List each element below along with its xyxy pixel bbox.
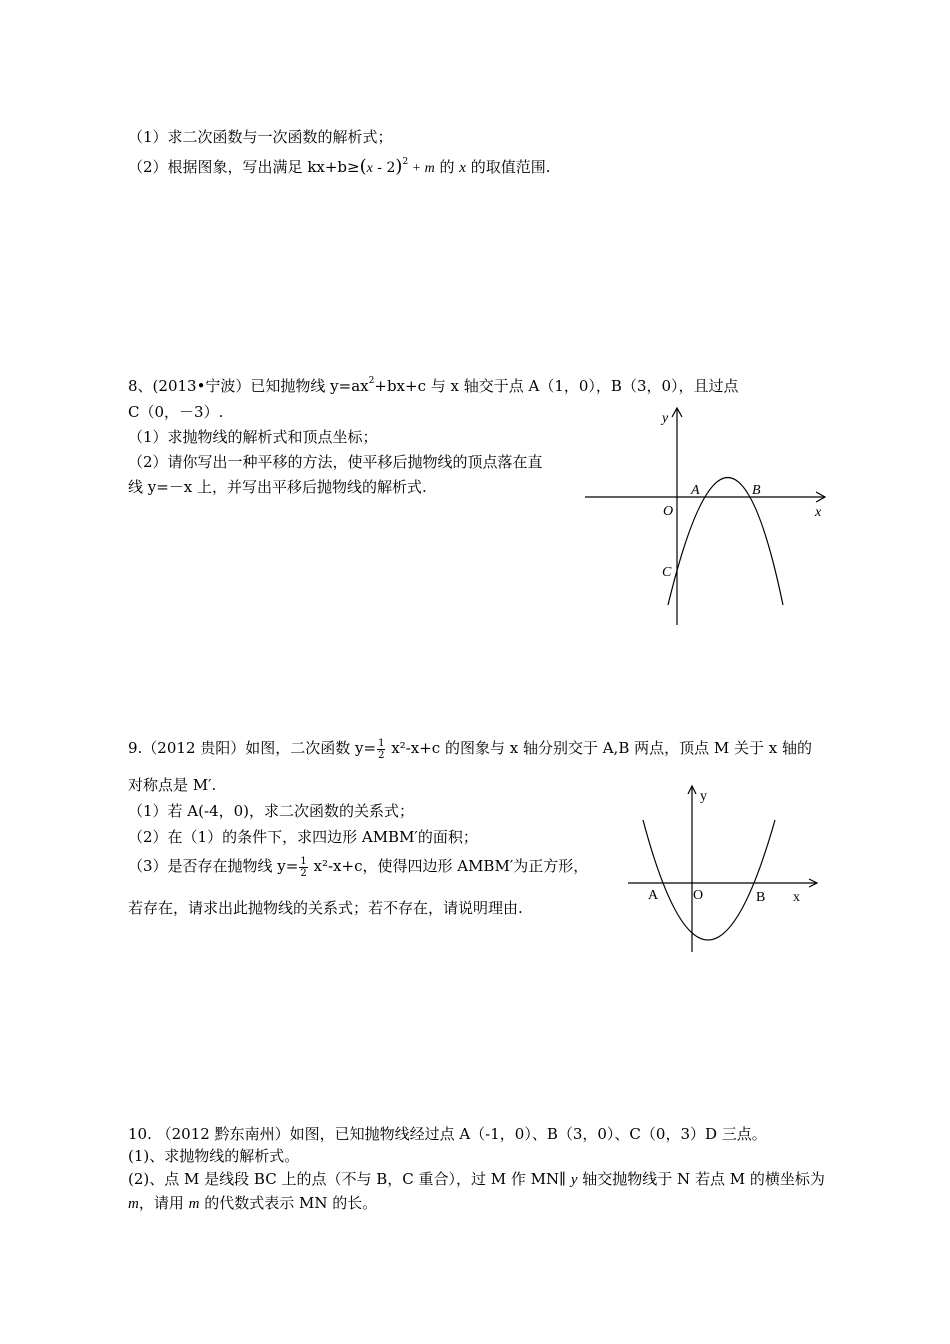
q9-y-label: y xyxy=(700,789,707,804)
q9-line2: 对称点是 M′. xyxy=(128,776,217,794)
q8-point-c-label: C xyxy=(662,565,672,580)
q8-part2-cont: 线 y=－x 上，并写出平移后抛物线的解析式. xyxy=(128,478,427,496)
q9-point-a-label: A xyxy=(648,888,659,903)
q8-origin-label: O xyxy=(663,504,674,519)
half-fraction: $\frac{1}{2}$ xyxy=(378,737,385,761)
q8-parabola-figure xyxy=(580,400,840,630)
q8-y-label: y xyxy=(662,411,669,426)
q9-part2: （2）在（1）的条件下，求四边形 AMBM′的面积； xyxy=(128,828,478,846)
half-fraction: $\frac{1}{2}$ xyxy=(300,855,307,879)
q9-point-b-label: B xyxy=(756,890,766,905)
q7-part1: （1）求二次函数与一次函数的解析式； xyxy=(128,128,393,146)
q10-part1: (1)、求抛物线的解析式。 xyxy=(128,1147,300,1165)
q8-part2: （2）请你写出一种平移的方法，使平移后抛物线的顶点落在直 xyxy=(128,453,543,471)
q8-part1: （1）求抛物线的解析式和顶点坐标； xyxy=(128,428,378,446)
q10-line1: 10. （2012 黔东南州）如图，已知抛物线经过点 A（-1，0）、B（3，0）、C（0，3）D 三点。 xyxy=(128,1125,767,1143)
q10-part2: (2)、点 M 是线段 BC 上的点（不与 B，C 重合），过 M 作 MN∥ y 轴交抛物线于 N 若点 M 的横坐标为 xyxy=(128,1170,825,1188)
q9-line1: 9.（2012 贵阳）如图，二次函数 y= $\frac{1}{2}$ x²-x+c 的图象与 x 轴分别交于 A,B 两点，顶点 M 关于 x 轴的 xyxy=(128,737,813,761)
q8-x-label: x xyxy=(815,505,822,520)
q7-part2: （2）根据图象，写出满足 kx+b≥(x - 2)$^2$ + m 的 x 的取值范围. xyxy=(128,156,551,177)
q10-part2-cont: m，请用 m 的代数式表示 MN 的长。 xyxy=(128,1194,378,1212)
q9-part3: （3）是否存在抛物线 y= $\frac{1}{2}$ x²-x+c，使得四边形 AMBM′为正方形， xyxy=(128,855,589,879)
q9-origin-label: O xyxy=(693,888,704,903)
q9-part1: （1）若 A(-4，0)，求二次函数的关系式； xyxy=(128,802,415,820)
q8-point-b-label: B xyxy=(752,483,761,498)
q9-parabola-figure xyxy=(625,780,825,955)
q8-line2: C（0，－3）. xyxy=(128,403,224,421)
q9-x-label: x xyxy=(793,890,800,905)
q9-part3-cont: 若存在，请求出此抛物线的关系式；若不存在，请说明理由. xyxy=(128,899,523,917)
q9-parabola-curve xyxy=(643,820,775,940)
inequality-expression: (x - 2)$^2$ + m xyxy=(359,156,435,177)
q8-line1: 8、(2013•宁波）已知抛物线 $y=ax^2+bx+c$ 与 x 轴交于点 A（1，0），B（3，0），且过点 xyxy=(128,376,739,395)
q8-point-a-label: A xyxy=(691,483,700,498)
